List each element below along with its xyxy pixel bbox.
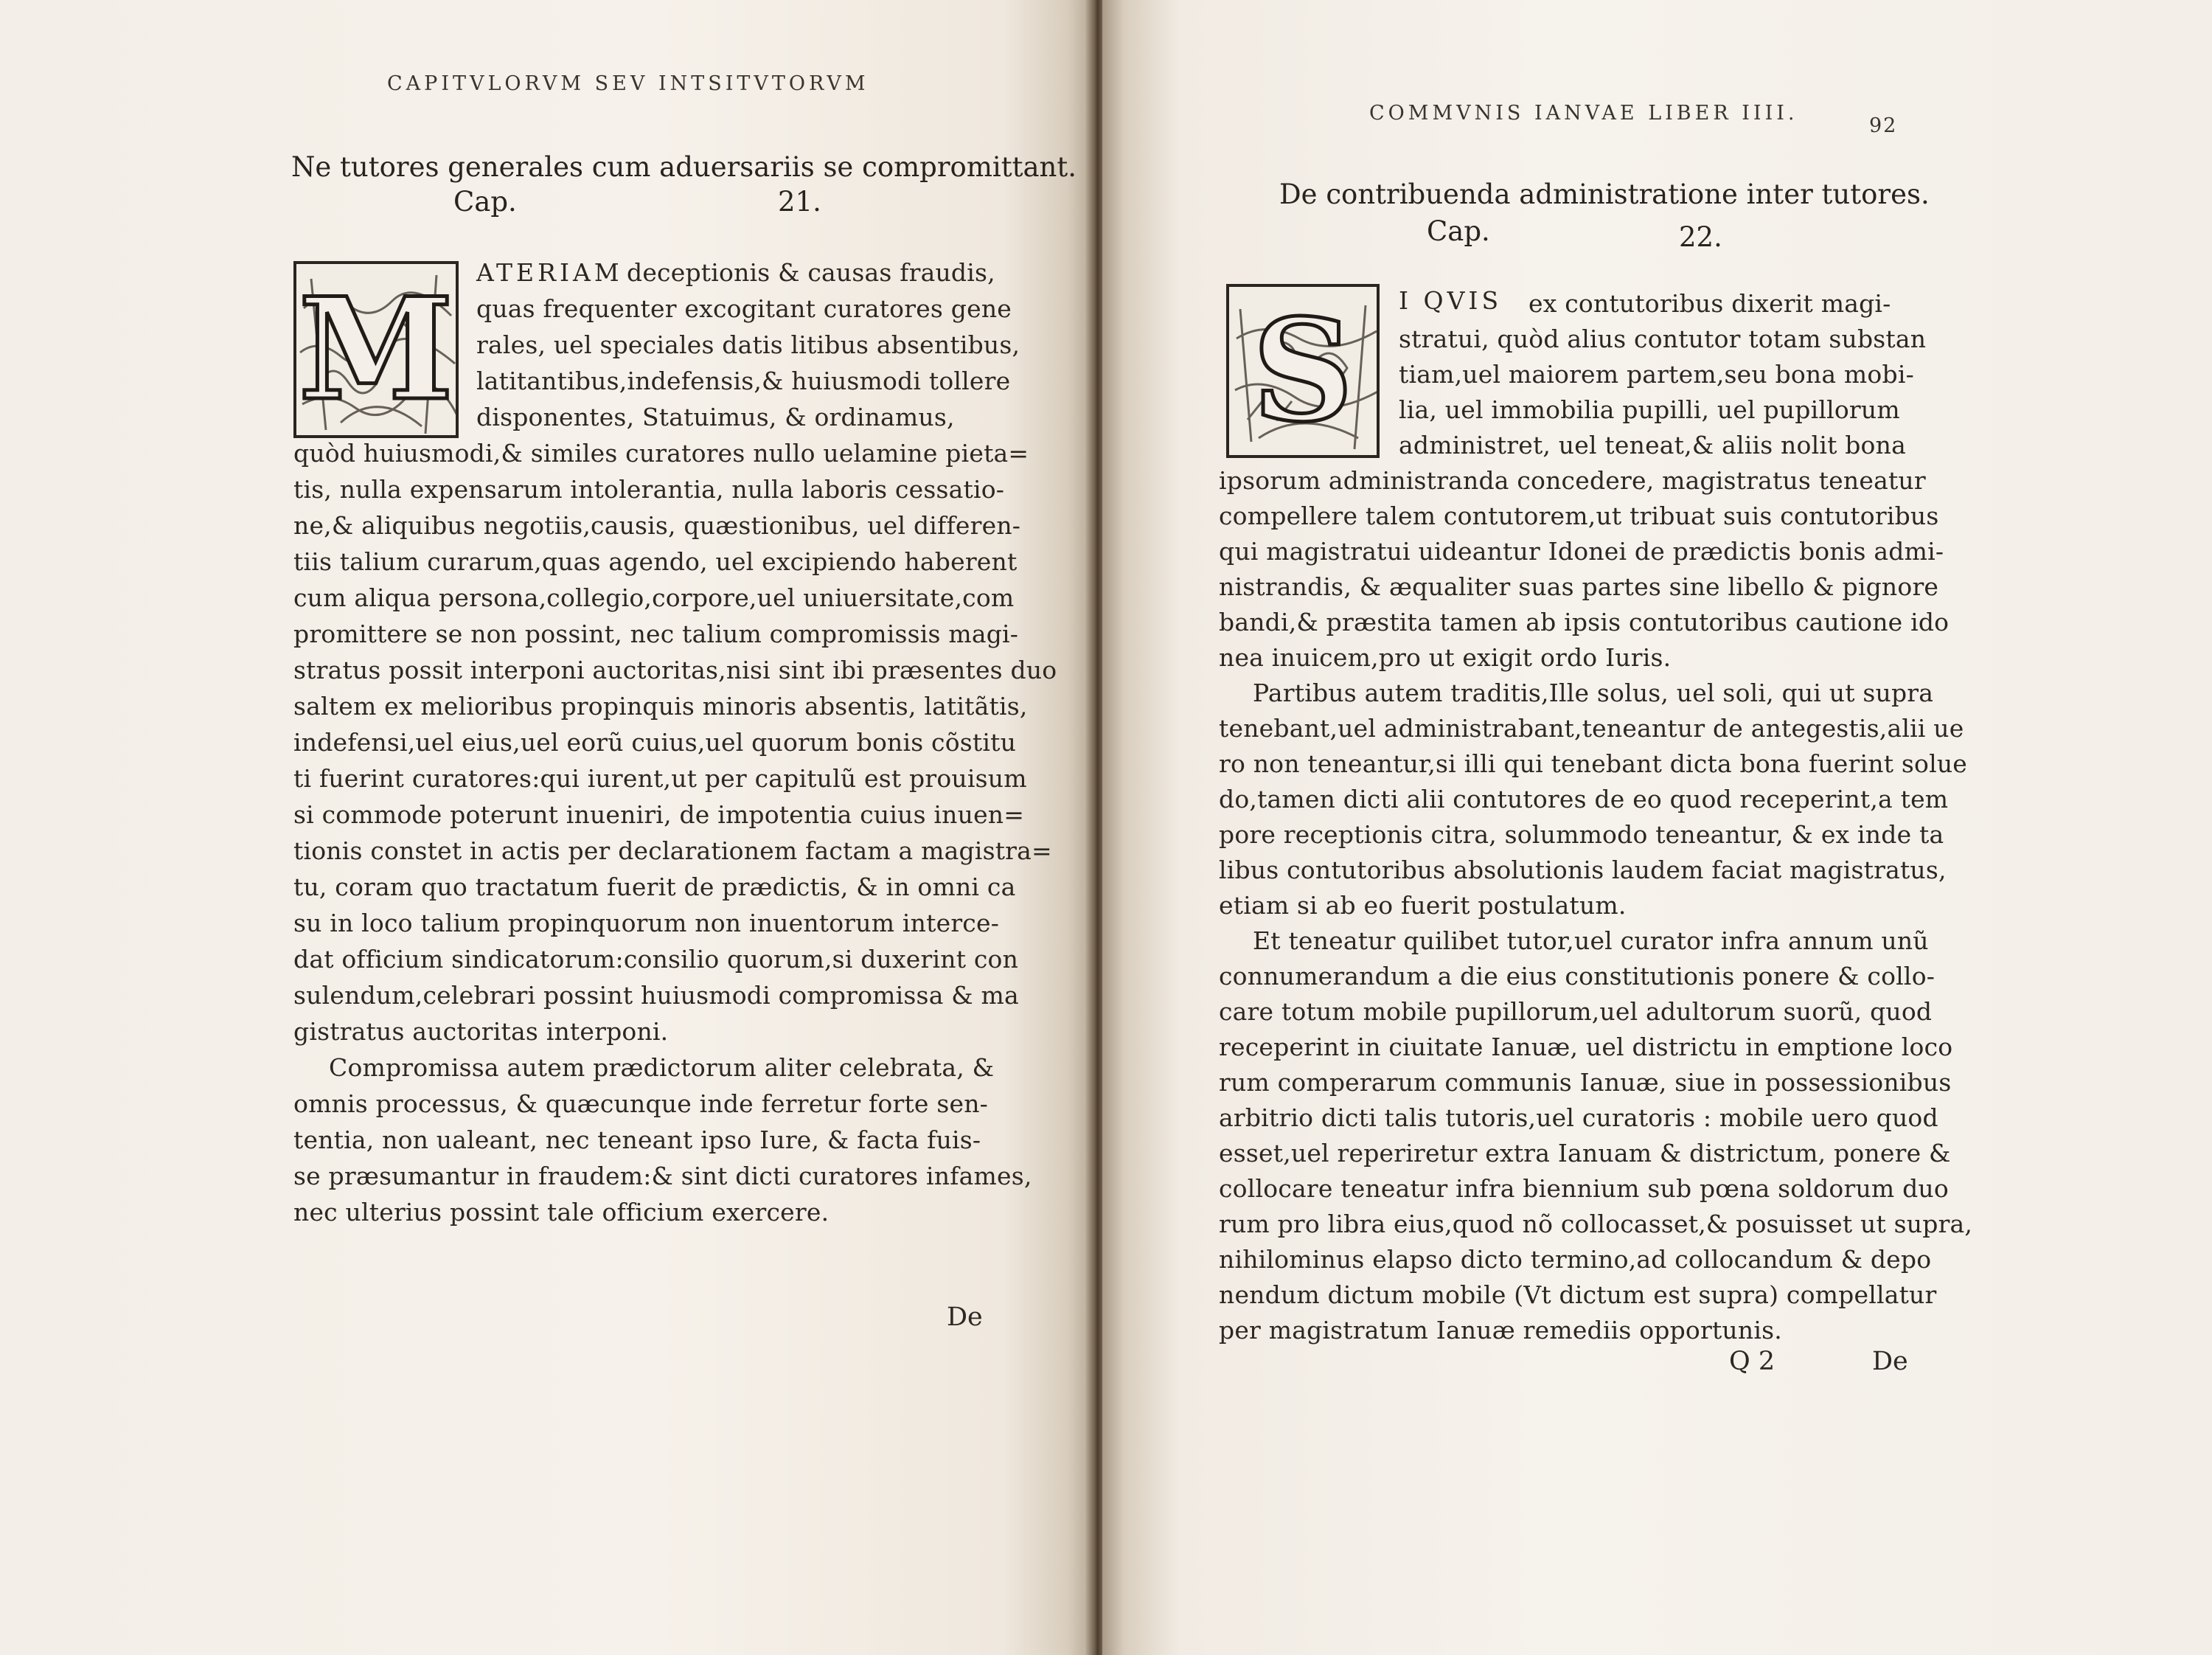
right-line-10: bandi,& præstita tamen ab ipsis contutoribus cautione ido	[1219, 608, 1950, 636]
right-line-26: collocare teneatur infra biennium sub pœna soldorum duo	[1219, 1174, 1949, 1203]
left-line-17: tionis constet in actis per declarationem factam a magistra=	[293, 836, 1052, 865]
left-line-25: tentia, non ualeant, nec teneant ipso Iure, & facta fuis-	[293, 1125, 981, 1154]
right-line-6: ipsorum administranda concedere, magistratus teneatur	[1219, 466, 1926, 495]
right-line-27: rum pro libra eius,quod nõ collocasset,& posuisset ut supra,	[1219, 1210, 1973, 1238]
left-line-20: dat officium sindicatorum:consilio quorum,si duxerint con	[293, 945, 1019, 974]
left-line-18: tu, coram quo tractatum fuerit de prædictis, & in omni ca	[293, 872, 1016, 901]
right-line-16: pore receptionis citra, solummodo teneantur, & ex inde ta	[1219, 820, 1944, 849]
right-line-2: stratui, quòd alius contutor totam substan	[1399, 325, 1927, 353]
left-line-22: gistratus auctoritas interponi.	[293, 1017, 669, 1046]
right-line-15: do,tamen dicti alii contutores de eo quod receperint,a tem	[1219, 785, 1949, 813]
right-chapter-number: 22.	[1679, 221, 1722, 253]
right-line-9: nistrandis, & æqualiter suas partes sine libello & pignore	[1219, 572, 1939, 601]
right-line-13: tenebant,uel administrabant,teneantur de antegestis,alii ue	[1219, 714, 1964, 743]
right-line-23: rum comperarum communis Ianuæ, siue in possessionibus	[1219, 1068, 1952, 1097]
woodcut-initial-s-icon	[1226, 284, 1380, 458]
left-catchword: De	[947, 1302, 983, 1332]
initial-letter-s: S	[1252, 288, 1354, 453]
right-line-14: ro non teneantur,si illi qui tenebant dicta bona fuerint solue	[1219, 749, 1968, 778]
left-running-head: CAPITVLORVM SEV INTSITVTORVM	[387, 72, 869, 95]
right-page	[1102, 0, 2212, 1655]
woodcut-initial-m-icon	[293, 261, 459, 438]
left-line-7: tis, nulla expensarum intolerantia, nulla laboris cessatio-	[293, 475, 1005, 504]
left-line-27: nec ulterius possint tale officium exercere.	[293, 1198, 830, 1226]
left-line-4: latitantibus,indefensis,& huiusmodi tollere	[476, 367, 1011, 395]
left-line-12: stratus possit interponi auctoritas,nisi sint ibi præsentes duo	[293, 656, 1057, 684]
left-line-11: promittere se non possint, nec talium compromissis magi-	[293, 620, 1019, 648]
left-line-26: se præsumantur in fraudem:& sint dicti curatores infames,	[293, 1162, 1032, 1190]
right-line-3: tiam,uel maiorem partem,seu bona mobi-	[1399, 360, 1914, 389]
right-line-28: nihilominus elapso dicto termino,ad collocandum & depo	[1219, 1245, 1932, 1274]
right-line-8: qui magistratui uideantur Idonei de prædictis bonis admi-	[1219, 537, 1944, 566]
right-line-5: administret, uel teneat,& aliis nolit bona	[1399, 431, 1906, 459]
right-line-25: esset,uel reperiretur extra Ianuam & districtum, ponere &	[1219, 1139, 1951, 1167]
left-line-14: indefensi,uel eius,uel eorũ cuius,uel quorum bonis cõstitu	[293, 728, 1017, 757]
left-line-21: sulendum,celebrari possint huiusmodi compromissa & ma	[293, 981, 1019, 1010]
right-line-7: compellere talem contutorem,ut tribuat suis contutoribus	[1219, 502, 1939, 530]
folio-number: 92	[1869, 114, 1898, 137]
right-line-11: nea inuicem,pro ut exigit ordo Iuris.	[1219, 643, 1672, 672]
right-chapter-cap: Cap.	[1427, 215, 1490, 247]
right-line-20: connumerandum a die eius constitutionis ponere & collo-	[1219, 962, 1935, 990]
right-running-head: COMMVNIS IANVAE LIBER IIII.	[1369, 102, 1798, 125]
right-chapter-title: De contribuenda administratione inter tutores.	[1279, 178, 1930, 210]
left-line-15: ti fuerint curatores:qui iurent,ut per capitulũ est prouisum	[293, 764, 1027, 793]
right-line-4: lia, uel immobilia pupilli, uel pupillorum	[1399, 395, 1900, 424]
left-line-24: omnis processus, & quæcunque inde ferretur forte sen-	[293, 1089, 989, 1118]
right-line-24: arbitrio dicti talis tutoris,uel curatoris : mobile uero quod	[1219, 1103, 1938, 1132]
left-chapter-number: 21.	[778, 186, 821, 218]
left-line-10: cum aliqua persona,collegio,corpore,uel uniuersitate,com	[293, 583, 1015, 612]
left-chapter-title: Ne tutores generales cum aduersariis se compromittant.	[291, 151, 1077, 183]
left-line-6: quòd huiusmodi,& similes curatores nullo uelamine pieta=	[293, 439, 1029, 468]
left-line-13: saltem ex melioribus propinquis minoris absentis, latitãtis,	[293, 692, 1028, 721]
right-line-17: libus contutoribus absolutionis laudem faciat magistratus,	[1219, 856, 1947, 884]
right-line-22: receperint in ciuitate Ianuæ, uel districtu in emptione loco	[1219, 1033, 1953, 1061]
left-line-8: ne,& aliquibus negotiis,causis, quæstionibus, uel differen-	[293, 511, 1021, 540]
initial-letter-m: M	[298, 267, 454, 431]
right-line-19: Et teneatur quilibet tutor,uel curator infra annum unũ	[1253, 926, 1929, 955]
right-line-30: per magistratum Ianuæ remediis opportunis.	[1219, 1316, 1782, 1345]
left-page	[0, 0, 1090, 1655]
left-first-word: ATERIAM	[476, 258, 623, 287]
right-line-1: ex contutoribus dixerit magi-	[1528, 289, 1891, 318]
right-line-18: etiam si ab eo fuerit postulatum.	[1219, 891, 1627, 920]
left-chapter-cap: Cap.	[453, 186, 517, 218]
left-line-19: su in loco talium propinquorum non inuentorum interce-	[293, 909, 1000, 937]
left-line-1: deceptionis & causas fraudis,	[627, 258, 995, 287]
right-line-29: nendum dictum mobile (Vt dictum est supra) compellatur	[1219, 1280, 1937, 1309]
right-line-12: Partibus autem traditis,Ille solus, uel soli, qui ut supra	[1253, 679, 1934, 707]
left-line-2: quas frequenter excogitant curatores gene	[476, 294, 1012, 323]
right-catchword: De	[1872, 1347, 1908, 1376]
left-line-23: Compromissa autem prædictorum aliter celebrata, &	[329, 1053, 995, 1082]
left-line-16: si commode poterunt inueniri, de impotentia cuius inuen=	[293, 800, 1025, 829]
left-line-5: disponentes, Statuimus, & ordinamus,	[476, 403, 955, 431]
left-line-9: tiis talium curarum,quas agendo, uel excipiendo haberent	[293, 547, 1018, 576]
right-first-word: I QVIS	[1399, 286, 1503, 315]
right-line-21: care totum mobile pupillorum,uel adultorum suorũ, quod	[1219, 997, 1933, 1026]
signature-mark: Q 2	[1729, 1347, 1775, 1376]
left-line-3: rales, uel speciales datis litibus absentibus,	[476, 330, 1020, 359]
